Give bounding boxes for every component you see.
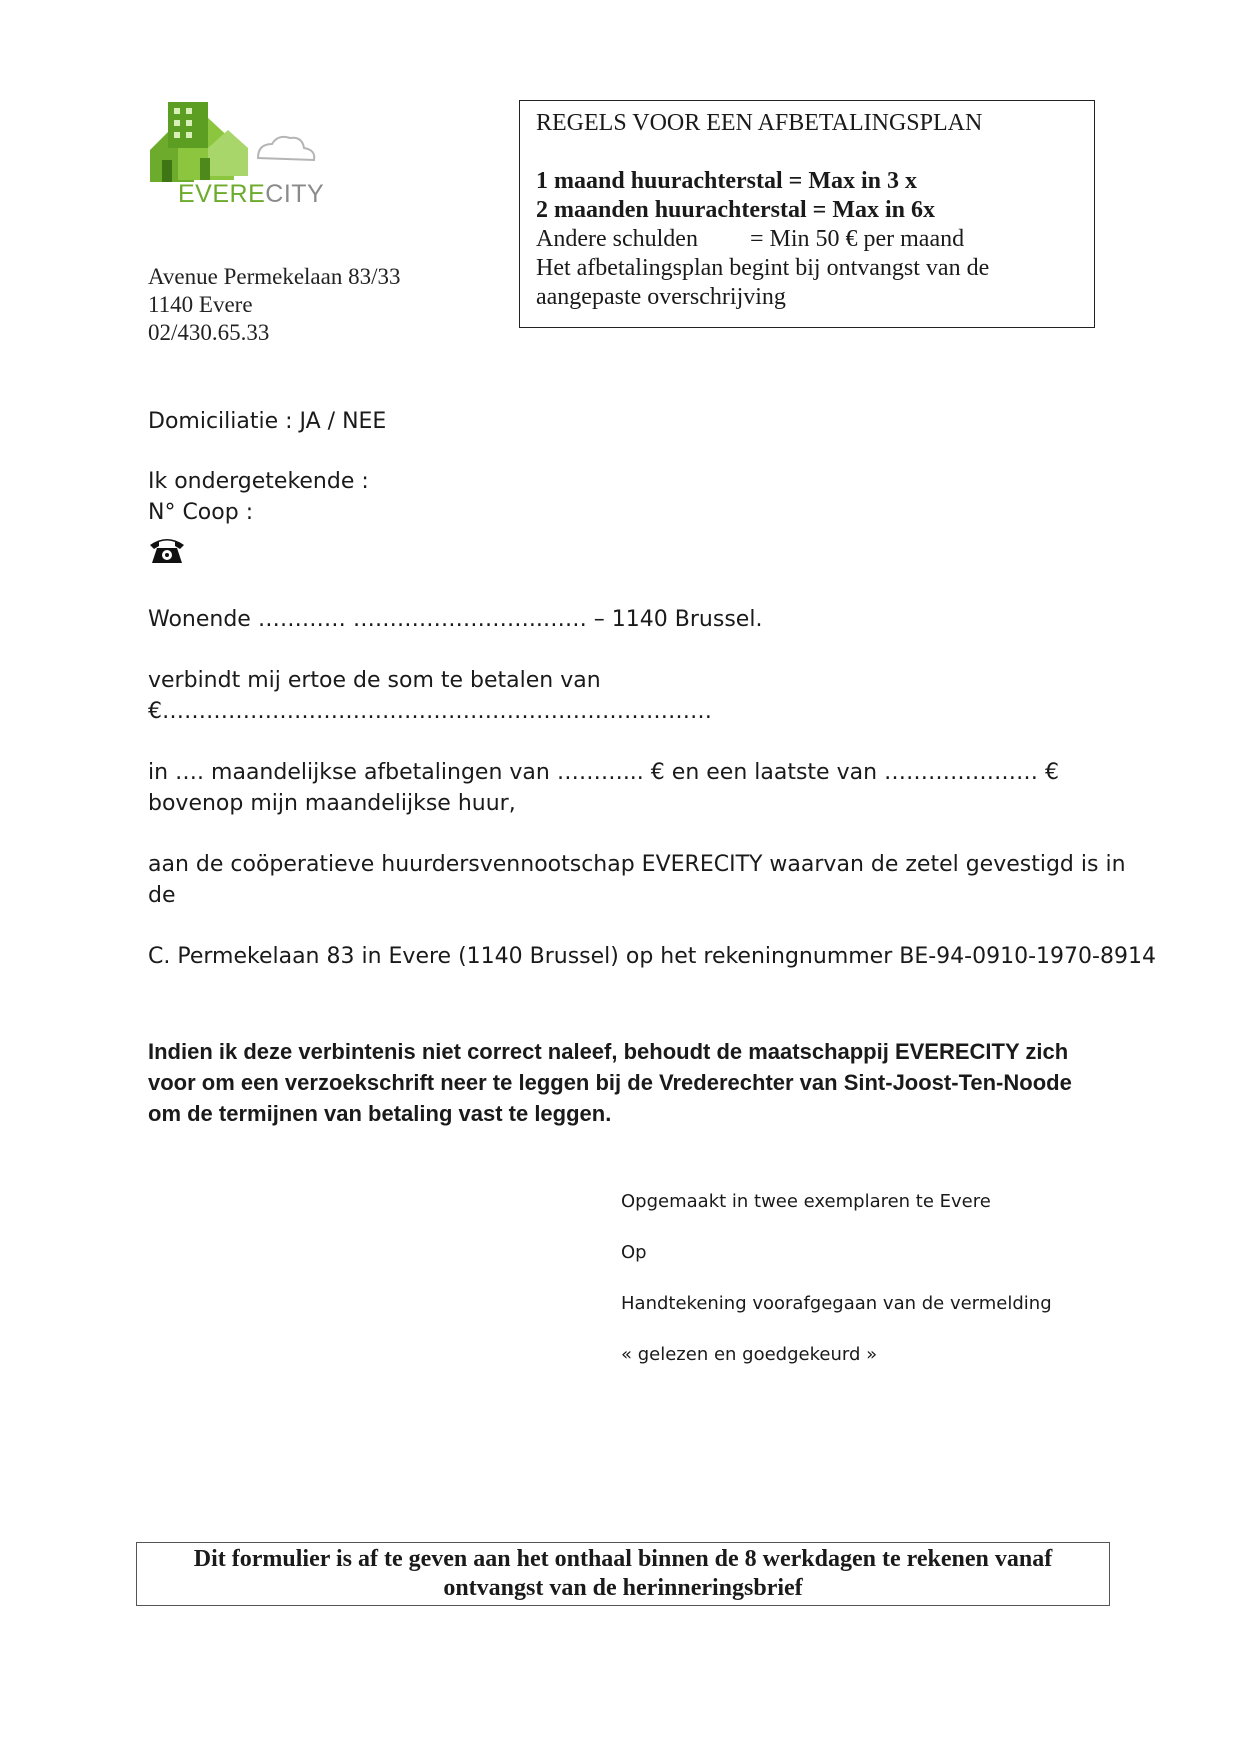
undersigned-field: Ik ondergetekende : — [148, 469, 369, 494]
installments-field: in …. maandelijkse afbetalingen van ………... € en een laatste van ………………… € — [148, 760, 1060, 785]
rule-two-months: 2 maanden huurachterstal = Max in 6x — [536, 197, 936, 223]
coop-number-field: N° Coop : — [148, 500, 254, 525]
address-phone: 02/430.65.33 — [148, 320, 270, 345]
date-on-text: Op — [621, 1242, 647, 1263]
signature-note: Handtekening voorafgegaan van de vermelding — [621, 1293, 1052, 1314]
rule-other-debts-value: = Min 50 € per maand — [749, 226, 965, 252]
payment-plan-rules-box — [519, 100, 1095, 328]
residing-field: Wonende ………… ……………………..…… – 1140 Brussel. — [148, 607, 763, 632]
amount-field: €………………………………………………………………… — [148, 699, 712, 724]
made-in-text: Opgemaakt in twee exemplaren te Evere — [621, 1191, 991, 1212]
rule-start-line1: Het afbetalingsplan begint bij ontvangst van de — [536, 255, 990, 281]
legal-notice: Indien ik deze verbintenis niet correct naleef, behoudt de maatschappij EVERECITY zich voor om een verzoekschrift neer te leggen bij de Vrederechter van Sint-Joost-Ten-Noode om de termijnen van betaling vast te leggen. — [148, 1039, 1072, 1126]
footer-line2: ontvangst van de herinneringsbrief — [443, 1575, 803, 1601]
address-street: Avenue Permekelaan 83/33 — [148, 264, 401, 289]
telephone-icon — [148, 533, 186, 565]
bank-account-text: C. Permekelaan 83 in Evere (1140 Brussel) op het rekeningnummer BE-94-0910-1970-8914 — [148, 944, 1156, 969]
coop-text-line1: aan de coöperatieve huurdersvennootschap EVERECITY waarvan de zetel gevestigd is in — [148, 852, 1126, 877]
rules-title: REGELS VOOR EEN AFBETALINGSPLAN — [536, 110, 983, 136]
logo-word-part1: EVERE — [178, 180, 266, 208]
commit-text: verbindt mij ertoe de som te betalen van — [148, 668, 601, 693]
coop-text-line2: de — [148, 883, 176, 908]
rule-other-debts — [536, 225, 1078, 254]
logo-word-part2: CITY — [265, 180, 325, 208]
rule-start-line2: aangepaste overschrijving — [536, 284, 786, 310]
domiciliatie-field: Domiciliatie : JA / NEE — [148, 409, 387, 434]
read-approved-text: « gelezen en goedgekeurd » — [621, 1344, 878, 1365]
logo-wordmark — [178, 180, 324, 209]
rule-one-month: 1 maand huurachterstal = Max in 3 x — [536, 168, 918, 194]
address-city: 1140 Evere — [148, 292, 253, 317]
address-block — [148, 263, 400, 347]
footer-notice-box — [136, 1542, 1110, 1606]
footer-line1: Dit formulier is af te geven aan het onthaal binnen de 8 werkdagen te rekenen vanaf — [193, 1546, 1053, 1572]
rule-other-debts-label: Andere schulden — [536, 226, 698, 252]
on-top-text: bovenop mijn maandelijkse huur, — [148, 791, 516, 816]
